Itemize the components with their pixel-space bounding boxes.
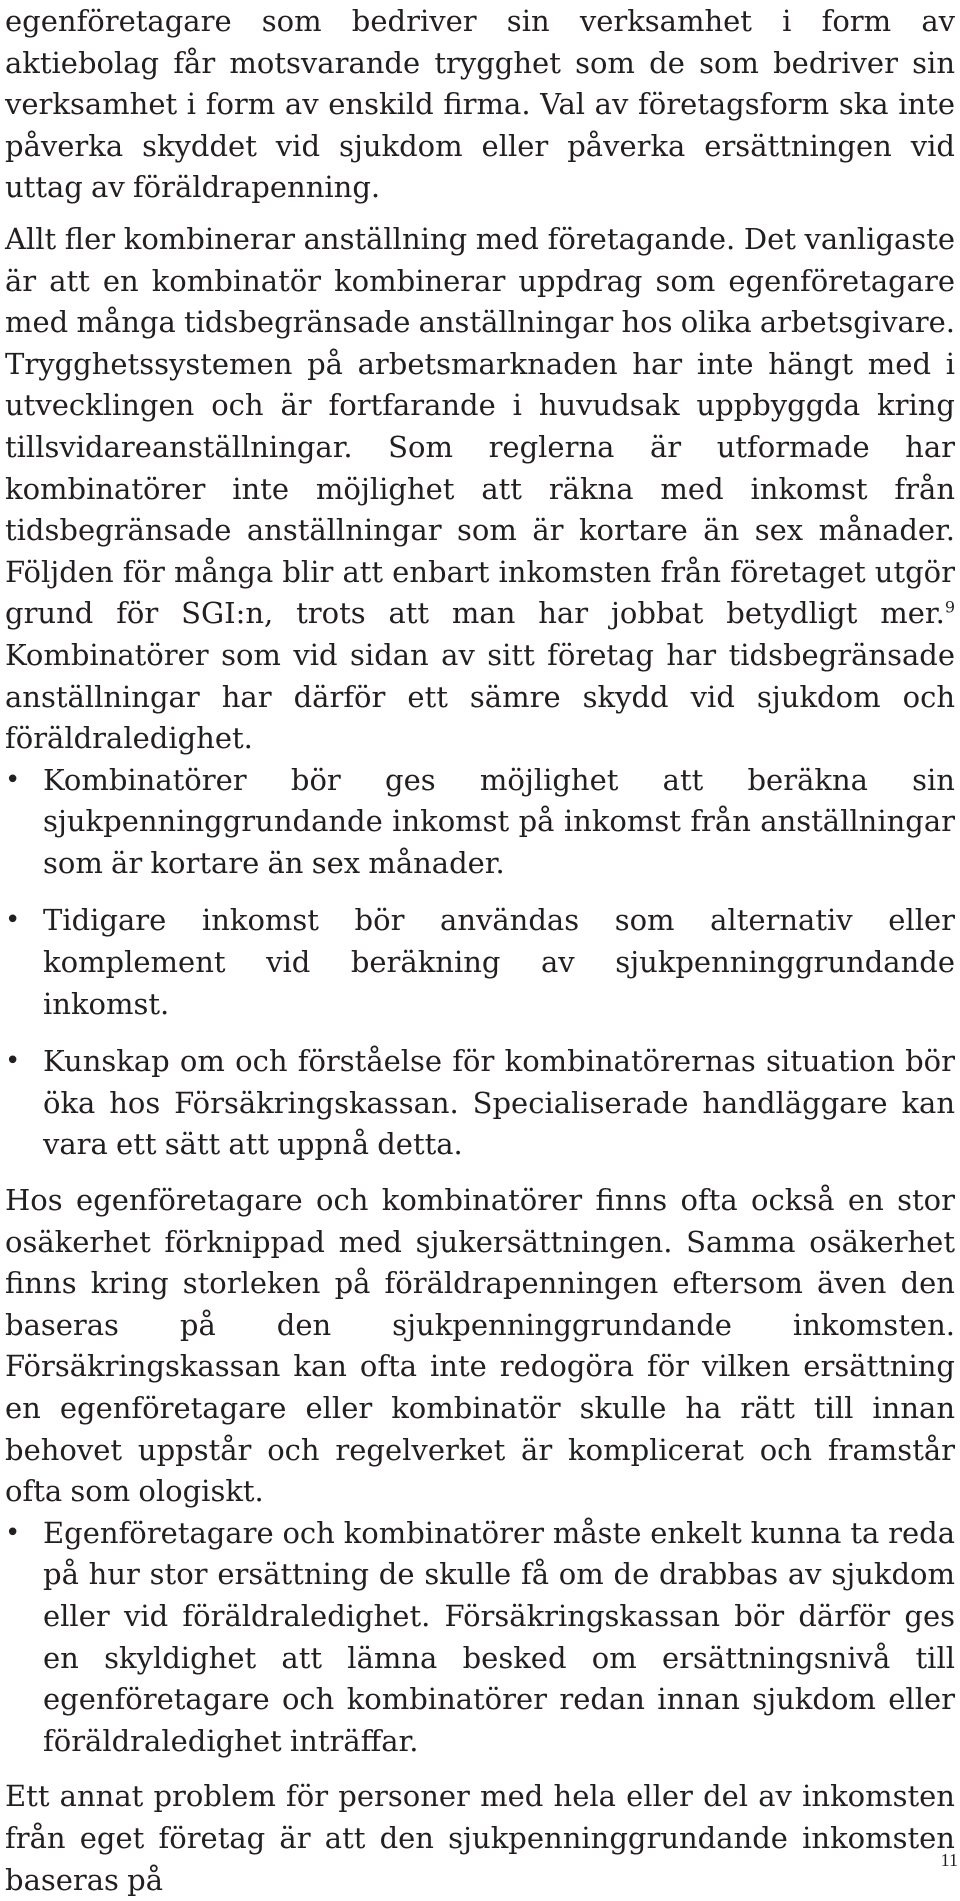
- paragraph-another-problem: Ett annat problem för personer med hela eller del av inkomsten från eget företag är att den sjukpenninggrundande inkomsten baseras på: [5, 1779, 955, 1897]
- list-item: [5, 760, 955, 885]
- bullet-icon: •: [5, 1046, 21, 1077]
- list-item: [5, 900, 955, 1025]
- list-item: [5, 1041, 955, 1166]
- recommendation-list-2: [5, 1513, 955, 1763]
- paragraph-combiners-text-2: Kombinatörer som vid sidan av sitt företag har tidsbegränsade anställningar har därför ett sämre skydd vid sjukdom och föräldraledighet.: [5, 637, 955, 756]
- paragraph-company-form: egenföretagare som bedriver sin verksamhet i form av aktiebolag får motsvarande trygghet som de som bedriver sin verksamhet i form av enskild firma. Val av företagsform ska inte påverka skyddet vid sjukdom eller påverka ersättningen vid uttag av föräldrapenning.: [5, 4, 955, 205]
- recommendation-list-1: [5, 760, 955, 1166]
- page-number: 11: [940, 1850, 958, 1870]
- paragraph-combiners-text-1: Allt fler kombinerar anställning med företagande. Det vanligaste är att en kombinatör kombinerar uppdrag som egenföretagare med många tidsbegränsade anställningar hos olika arbetsgivare. Trygghetssystemen på arbetsmarknaden har inte hängt med i utvecklingen och är fortfarande i huvudsak uppbyggda kring tillsvidareanställningar. Som reglerna är utformade har kombinatörer inte möjlighet att räkna med inkomst från tidsbegränsade anställningar som är kortare än sex månader. Följden för många blir att enbart inkomsten från företaget utgör grund för SGI:n, trots att man har jobbat betydligt mer.: [5, 221, 955, 631]
- list-item: [5, 1513, 955, 1763]
- list-item-text: Kunskap om och förståelse för kombinatörernas situation bör öka hos Försäkringskassan. Specialiserade handläggare kan vara ett sätt att uppnå detta.: [43, 1044, 955, 1162]
- footnote-reference: 9: [944, 597, 955, 617]
- list-item-text: Tidigare inkomst bör användas som alternativ eller komplement vid beräkning av sjukpenninggrundande inkomst.: [43, 903, 955, 1021]
- paragraph-combiners: [5, 219, 955, 760]
- list-item-text: Egenföretagare och kombinatörer måste enkelt kunna ta reda på hur stor ersättning de skulle få om de drabbas av sjukdom eller vid föräldraledighet. Försäkringskassan bör därför ges en skyldighet att lämna besked om ersättningsnivå till egenföretagare och kombinatörer redan innan sjukdom eller föräldraledighet inträffar.: [43, 1515, 955, 1758]
- list-item-text: Kombinatörer bör ges möjlighet att beräkna sin sjukpenninggrundande inkomst på inkomst från anställningar som är kortare än sex månader.: [43, 762, 955, 880]
- paragraph-uncertainty: Hos egenföretagare och kombinatörer finns ofta också en stor osäkerhet förknippad med sjukersättningen. Samma osäkerhet finns kring storleken på föräldrapenningen eftersom även den baseras på den sjukpenninggrundande inkomsten. Försäkringskassan kan ofta inte redogöra för vilken ersättning en egenföretagare eller kombinatör skulle ha rätt till innan behovet uppstår och regelverket är komplicerat och framstår ofta som ologiskt.: [5, 1183, 955, 1509]
- document-page: [5, 0, 955, 1901]
- bullet-icon: •: [5, 1517, 21, 1548]
- bullet-icon: •: [5, 764, 21, 795]
- bullet-icon: •: [5, 905, 21, 936]
